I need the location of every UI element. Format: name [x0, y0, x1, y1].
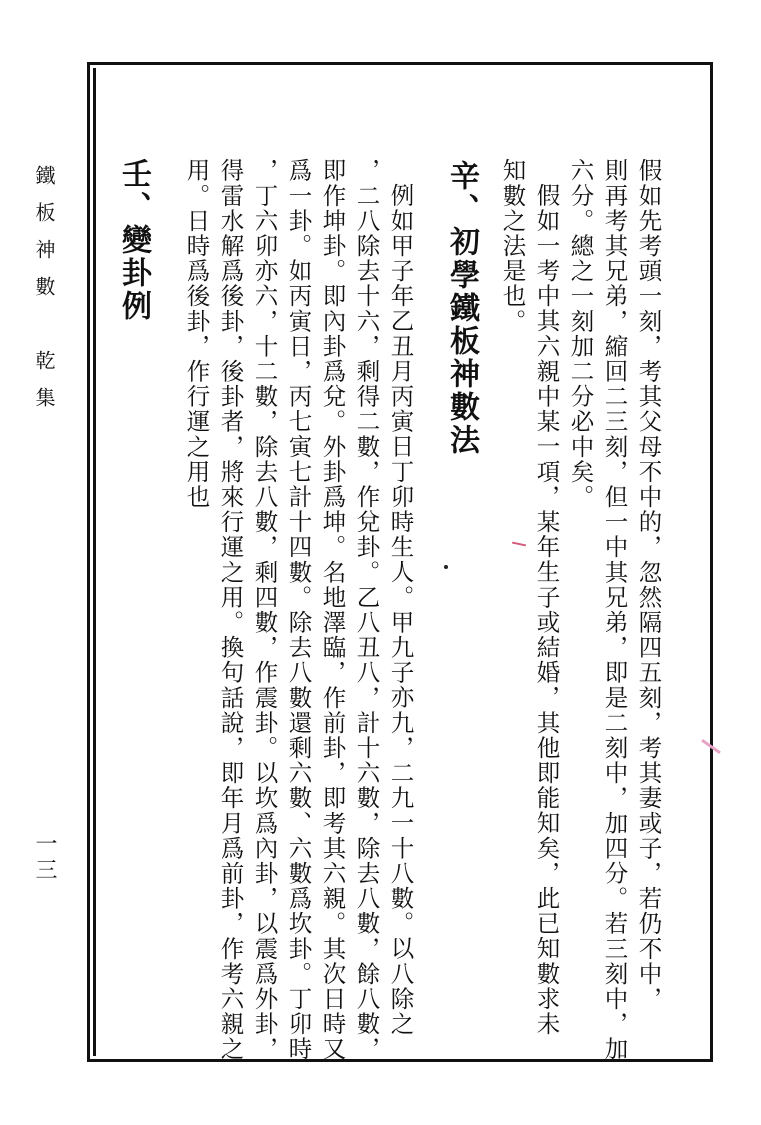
frame-inner-rule — [93, 68, 96, 1056]
book-title-margin: 鐵板神數 乾集 — [32, 165, 56, 424]
section-heading-ren: 壬、變卦例 — [116, 158, 151, 323]
page-number: 一三 — [32, 832, 57, 884]
xin-column-6: 得雷水解爲後卦，後卦者，將來行運之用。換句話說，即年月爲前卦，作考六親之 — [216, 158, 245, 1062]
text-column-1: 假如先考頭一刻，考其父母不中的，忽然隔四五刻，考其妻或子，若仍不中， — [634, 158, 663, 1012]
text-column-5: 知數之法是也。 — [498, 158, 527, 334]
xin-column-4: 爲一卦。如丙寅日，丙七寅七計十四數。除去八數還剩六數、六數爲坎卦。丁卯時 — [284, 158, 313, 1062]
text-column-2: 則再考其兄弟，縮回二三刻，但一中其兄弟，即是二刻中，加四分。若三刻中，加 — [600, 158, 629, 1062]
text-column-4: 假如一考中其六親中某一項，某年生子或結婚，其他即能知矣，此已知數求未 — [532, 183, 561, 1037]
section-heading-xin: 辛、初學鐵板神數法 — [444, 160, 479, 457]
xin-column-7: 用。日時爲後卦，作行運之用也 — [182, 158, 211, 510]
text-column-3: 六分。總之一刻加二分必中矣。 — [566, 158, 595, 510]
heading-dot — [444, 565, 448, 569]
xin-column-3: 即作坤卦。即內卦爲兌。外卦爲坤。名地澤臨，作前卦，即考其六親。其次日時又 — [318, 158, 347, 1062]
xin-column-2: ，二八除去十六，剩得二數，作兌卦。乙八丑八，計十六數，除去八數，餘八數， — [352, 158, 381, 1062]
xin-column-1: 例如甲子年乙丑月丙寅日丁卯時生人。甲九子亦九，二九一十八數。以八除之 — [386, 183, 415, 1037]
xin-column-5: ，丁六卯亦六，十二數，除去八數，剩四數，作震卦。以坎爲內卦，以震爲外卦， — [250, 158, 279, 1062]
